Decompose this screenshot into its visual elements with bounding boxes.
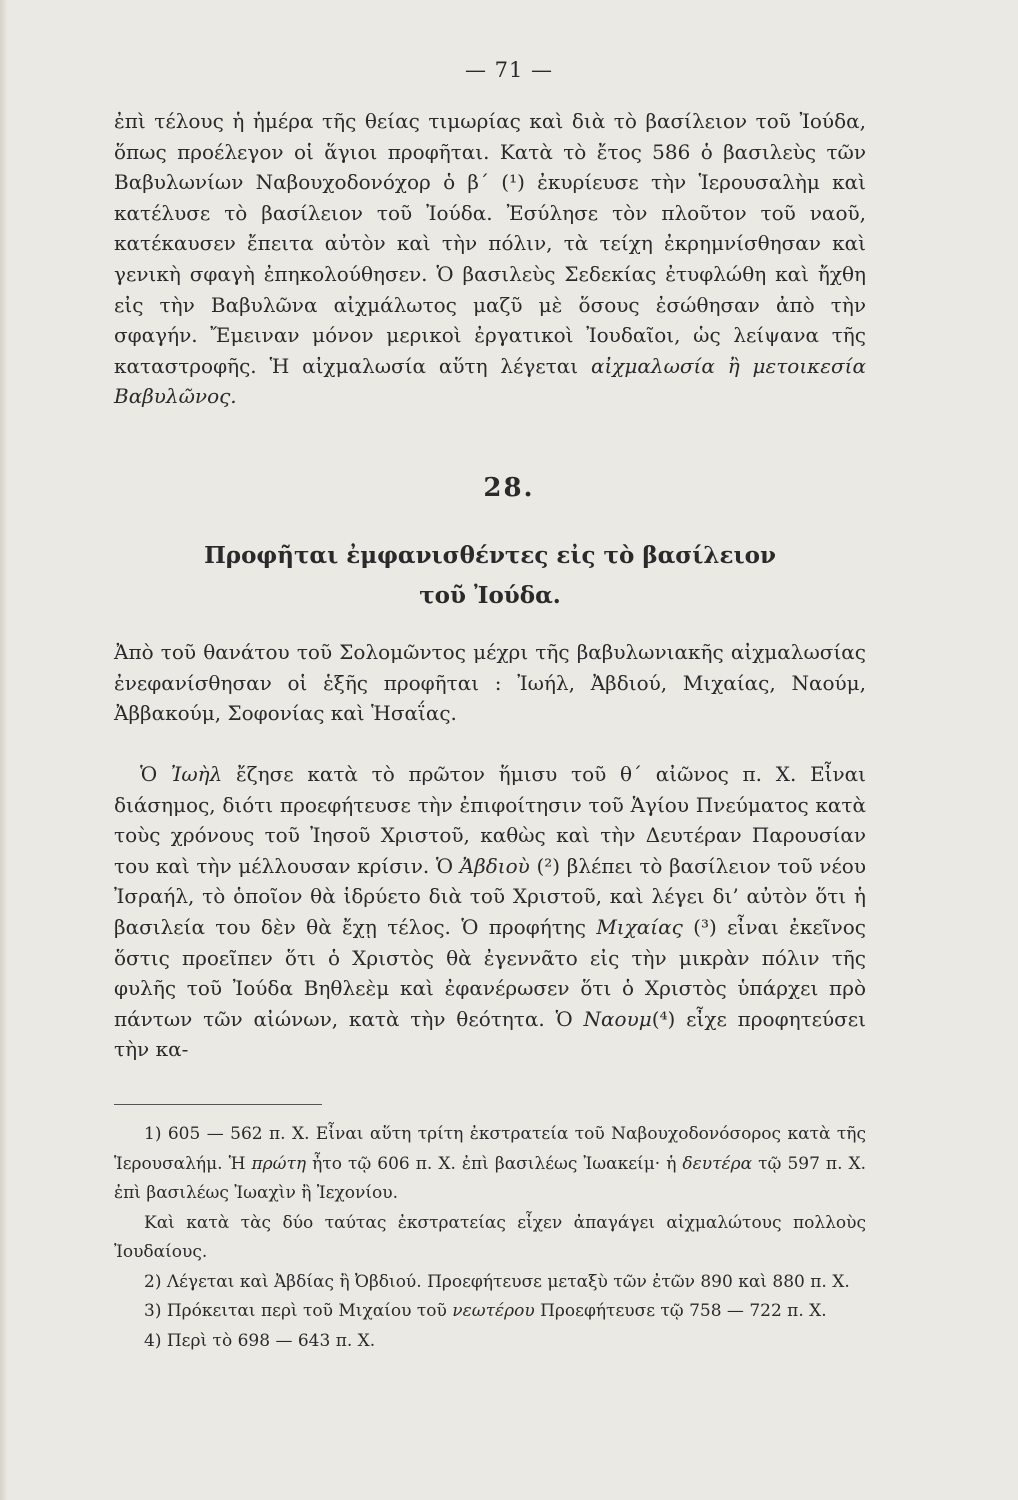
footnote-3-part-a: 3) Πρόκειται περὶ τοῦ Μιχαίου τοῦ <box>144 1301 447 1321</box>
paragraph-3 <box>114 759 866 1065</box>
paragraph-1-main: ἐπὶ τέλους ἡ ἡμέρα τῆς θείας τιμωρίας καὶ διὰ τὸ βασίλειον τοῦ Ἰούδα, ὅπως προέλεγον οἱ ἅγιοι προφῆται. Κατὰ τὸ ἔτος 586 ὁ βασιλεὺς τῶν Βαβυλωνίων Ναβουχοδονόχορ ὁ β΄ (¹) ἐκυρίευσε τὴν Ἱερουσαλὴμ καὶ κατέλυσε τὸ βασίλειον τοῦ Ἰούδα. Ἐσύλησε τὸν πλοῦτον τοῦ ναοῦ, κατέκαυσεν ἔπειτα αὐτὸν καὶ τὴν πόλιν, τὰ τείχη ἐκρημνίσθησαν καὶ γενικὴ σφαγὴ ἐπηκολούθησεν. Ὁ βασιλεὺς Σεδεκίας ἐτυφλώθη καὶ ἤχθη εἰς τὴν Βαβυλῶνα αἰχμάλωτος μαζῦ μὲ ὅσους ἐσώθησαν ἀπὸ τὴν σφαγήν. Ἔμειναν μόνον μερικοὶ ἐργατικοὶ Ἰουδαῖοι, ὡς λείψανα τῆς καταστροφῆς. Ἡ αἰχμαλωσία αὕτη λέγεται <box>114 109 866 378</box>
page-edge-shadow <box>0 0 8 1500</box>
footnotes <box>114 1120 866 1356</box>
footnote-1-italic-1: πρώτη <box>251 1153 307 1174</box>
paragraph-3-part-2: ἔζησε κατὰ τὸ πρῶτον ἥμισυ τοῦ θ΄ αἰῶνος π. Χ. Εἶναι διάσημος, διότι προεφήτευσε τὴν ἐπιφοίτησιν τοῦ Ἁγίου Πνεύματος κατὰ τοὺς χρόνους τοῦ Ἰησοῦ Χριστοῦ, καθὼς καὶ τὴν Δευτέραν Παρουσίαν του καὶ τὴν μέλλουσαν κρίσιν. Ὁ <box>114 762 867 878</box>
prophet-name-abdiou: Ἀβδιοὺ <box>459 853 530 878</box>
footnote-2: 2) Λέγεται καὶ Ἀβδίας ἢ Ὀβδιού. Προεφήτευσε μεταξὺ τῶν ἐτῶν 890 καὶ 880 π. Χ. <box>144 1271 850 1292</box>
prophet-name-naoum: Ναουμ <box>583 1006 652 1031</box>
paragraph-3-text <box>114 759 866 1065</box>
section-number: 28. <box>483 473 535 503</box>
paragraph-2-text: Ἀπὸ τοῦ θανάτου τοῦ Σολομῶντος μέχρι τῆς βαβυλωνιακῆς αἰχμαλωσίας ἐνεφανίσθησαν οἱ ἑξῆς προφῆται : Ἰωήλ, Ἀβδιού, Μιχαίας, Ναούμ, Ἀββακούμ, Σοφονίας καὶ Ἡσαΐας. <box>114 640 866 726</box>
section-title-line-2: τοῦ Ἰούδα. <box>419 582 561 609</box>
paragraph-3-part-5: (⁴) εἶχε προφητεύσει τὴν κα- <box>114 1006 867 1062</box>
footnote-1 <box>114 1120 866 1209</box>
footnote-1-part-b: ἦτο τῷ 606 π. Χ. ἐπὶ βασιλέως Ἰωακείμ· ἡ <box>312 1153 677 1174</box>
footnote-1-italic-2: δευτέρα <box>682 1153 753 1174</box>
section-title <box>114 536 866 616</box>
footnote-divider <box>114 1104 322 1105</box>
paragraph-1-text <box>114 106 866 412</box>
section-title-line-1: Προφῆται ἐμφανισθέντες εἰς τὸ βασίλειον <box>204 542 776 569</box>
paragraph-1 <box>114 106 866 412</box>
footnote-1-continuation: Καὶ κατὰ τὰς δύο ταύτας ἐκστρατείας εἶχεν ἀπαγάγει αἰχμαλώτους πολλοὺς Ἰουδαίους. <box>114 1212 866 1262</box>
page-number: — 71 — <box>464 58 554 82</box>
paragraph-3-part-3: (²) βλέπει τὸ βασίλειον τοῦ νέου Ἰσραήλ, τὸ ὁποῖον θὰ ἱδρύετο διὰ τοῦ Χριστοῦ, καὶ λέγει δι’ αὐτὸν ὅτι ἡ βασιλεία του δὲν θὰ ἔχῃ τέλος. Ὁ προφήτης <box>114 853 867 939</box>
paragraph-3-part-4: (³) εἶναι ἐκεῖνος ὅστις προεῖπεν ὅτι ὁ Χριστὸς θὰ ἐγεννᾶτο εἰς τὴν μικρὰν πόλιν τῆς φυλῆς τοῦ Ἰούδα Βηθλεὲμ καὶ ἐφανέρωσεν ὅτι ὁ Χριστὸς ὑπάρχει πρὸ πάντων τῶν αἰώνων, κατὰ τὴν θεότητα. Ὁ <box>114 914 867 1031</box>
footnote-3-part-b: Προεφήτευσε τῷ 758 — 722 π. Χ. <box>540 1301 827 1321</box>
footnote-4: 4) Περὶ τὸ 698 — 643 π. Χ. <box>144 1330 376 1351</box>
prophet-name-joel: Ἰωὴλ <box>170 762 223 786</box>
prophet-name-michaias: Μιχαίας <box>596 914 683 939</box>
footnote-3-italic: νεωτέρου <box>452 1301 535 1321</box>
footnote-3 <box>114 1297 866 1327</box>
footnote-1-part-c: τῷ 597 π. Χ. ἐπὶ βασιλέως Ἰωαχὶν ἢ Ἰεχονίου. <box>114 1153 867 1203</box>
paragraph-2 <box>114 637 866 729</box>
footnote-1-part-a: 1) 605 — 562 π. Χ. Εἶναι αὕτη τρίτη ἐκστρατεία τοῦ Ναβουχοδονόσορος κατὰ τῆς Ἱερουσαλήμ. Ἡ <box>114 1124 866 1174</box>
paragraph-1-italic-term: αἰχμαλωσία ἢ μετοικεσία Βαβυλῶνος. <box>114 353 867 409</box>
paragraph-3-part-1: Ὁ <box>140 762 158 786</box>
